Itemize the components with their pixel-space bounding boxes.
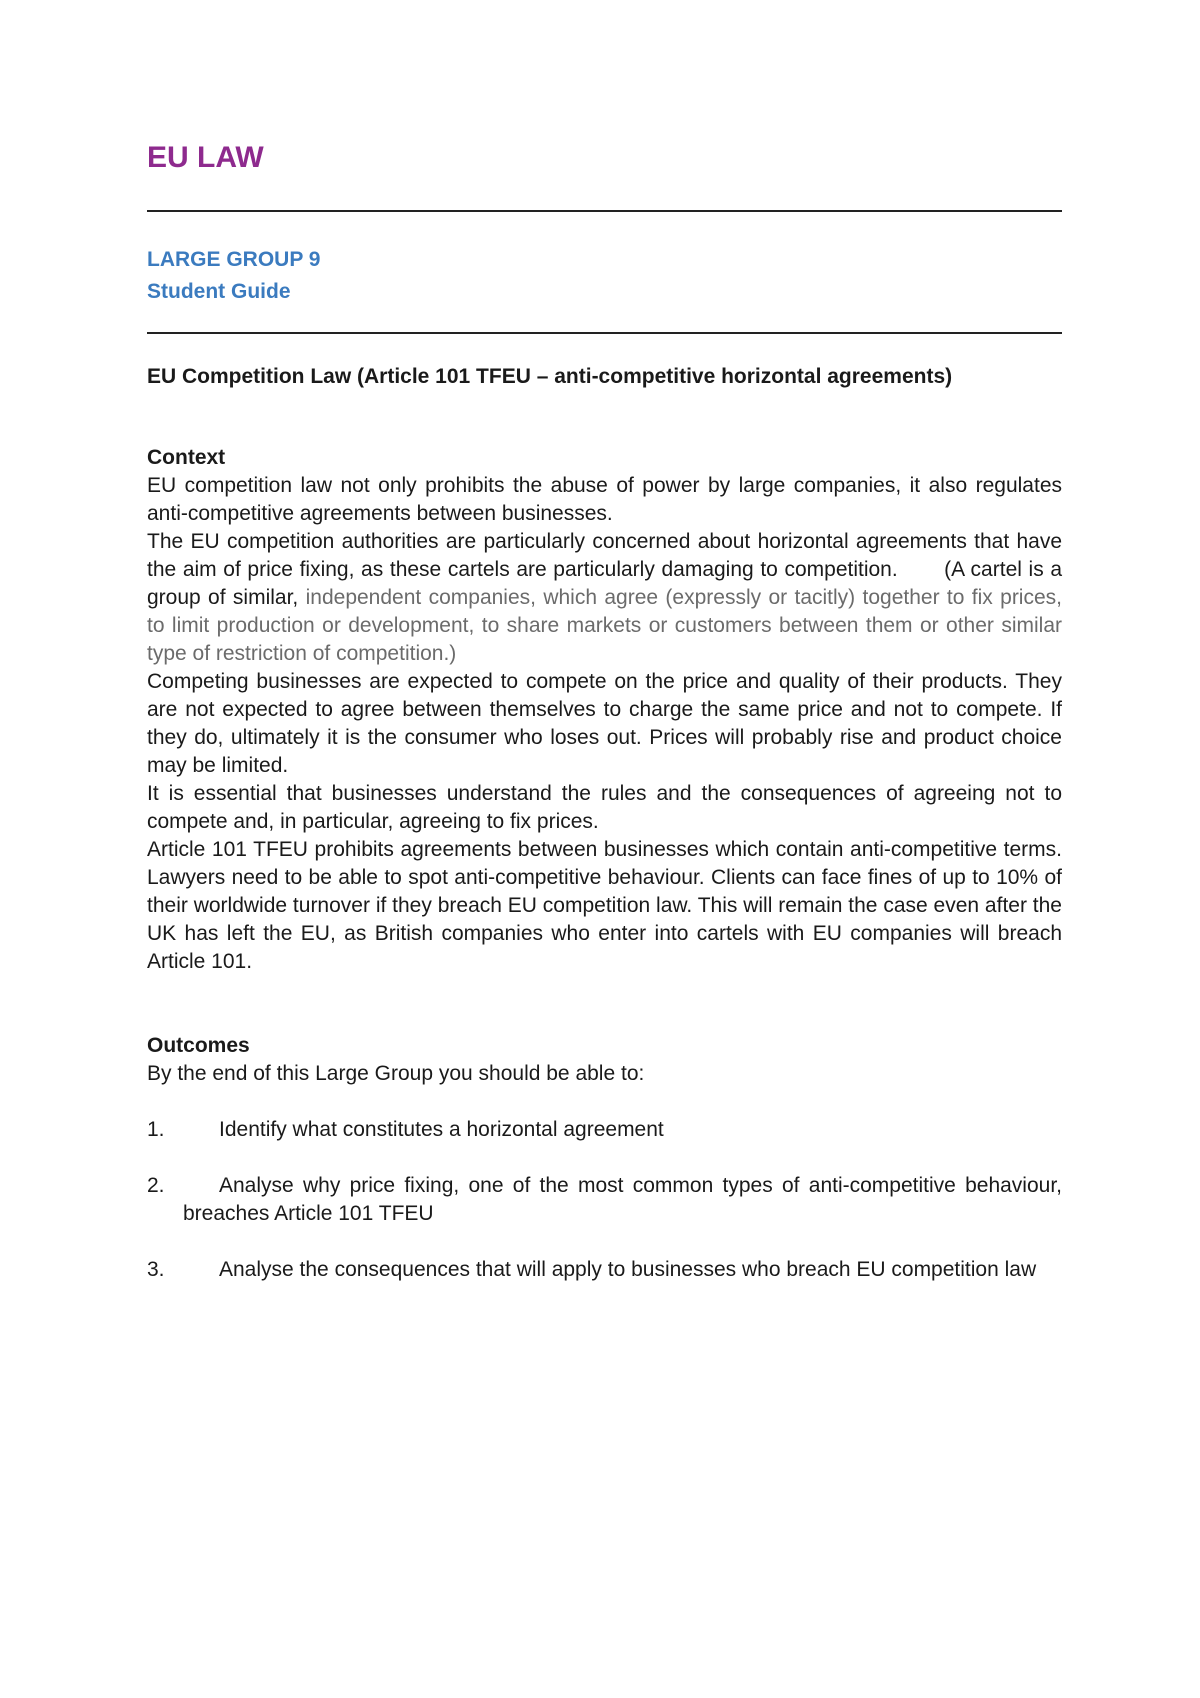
cartel-definition-grey: independent companies, which agree (expressly or tacitly) together to fix prices, to limit production or development, to share markets or customers between them or other similar type of restriction of competition.) (147, 586, 1062, 665)
context-heading: Context (147, 446, 226, 469)
outcomes-intro: By the end of this Large Group you should be able to: (147, 1062, 645, 1085)
document-page (147, 140, 1062, 1312)
large-group-label: LARGE GROUP 9 (147, 248, 321, 271)
list-item-number: 2. (147, 1174, 165, 1197)
outcomes-list (147, 1116, 1062, 1284)
outcomes-heading: Outcomes (147, 1034, 250, 1057)
list-item-number: 1. (147, 1118, 165, 1141)
list-item (147, 1172, 1062, 1228)
context-paragraph-4: It is essential that businesses understand the rules and the consequences of agreeing not to compete and, in particular, agreeing to fix prices. (147, 782, 1062, 833)
top-divider (147, 210, 1062, 212)
student-guide-label: Student Guide (147, 280, 291, 303)
subtitle-block (147, 244, 1062, 324)
context-paragraph-2-main: The EU competition authorities are particularly concerned about horizontal agreements that have the aim of price fixing, as these cartels are particularly damaging to competition. (147, 530, 1062, 581)
context-paragraph-5: Article 101 TFEU prohibits agreements between businesses which contain anti-competitive terms. Lawyers need to be able to spot anti-competitive behaviour. Clients can face fines of up to 10% of their worldwide turnover if they breach EU competition law. This will remain the case even after the UK has left the EU, as British companies who enter into cartels with EU companies will breach Article 101. (147, 838, 1062, 973)
context-paragraph-3: Competing businesses are expected to compete on the price and quality of their products. They are not expected to agree between themselves to charge the same price and not to compete. If they do, ultimately it is the consumer who loses out. Prices will probably rise and product choice may be limited. (147, 670, 1062, 777)
list-item-number: 3. (147, 1258, 165, 1281)
context-paragraph-2 (147, 528, 1062, 668)
list-item (147, 1256, 1062, 1284)
context-paragraph-1: EU competition law not only prohibits the abuse of power by large companies, it also regulates anti-competitive agreements between businesses. (147, 474, 1062, 525)
list-item-text: Identify what constitutes a horizontal agreement (219, 1118, 664, 1141)
list-item-text: Analyse the consequences that will apply to businesses who breach EU competition law (219, 1258, 1037, 1281)
document-title: EU LAW (147, 141, 264, 174)
bottom-divider (147, 332, 1062, 334)
list-item (147, 1116, 1062, 1144)
cartel-definition-start: (A cartel is a group of similar, (147, 558, 1063, 609)
list-item-text: Analyse why price fixing, one of the most common types of anti-competitive behaviour, breaches Article 101 TFEU (183, 1174, 1062, 1225)
topic-heading: EU Competition Law (Article 101 TFEU – anti-competitive horizontal agreements) (147, 365, 953, 388)
